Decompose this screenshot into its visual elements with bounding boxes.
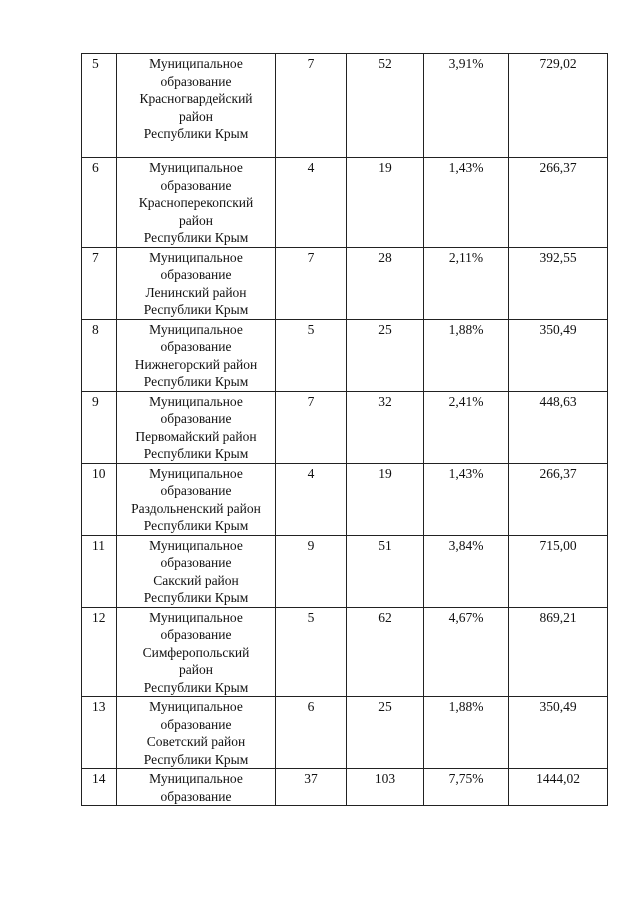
quantity-cell: 32 <box>347 391 424 463</box>
amount-cell: 392,55 <box>509 247 608 319</box>
quantity-cell: 103 <box>347 769 424 806</box>
allocation-table <box>81 53 608 806</box>
row-number-cell: 6 <box>82 158 117 248</box>
municipality-name-line: Ленинский район <box>145 284 247 300</box>
municipality-name-cell <box>117 697 276 769</box>
quantity-cell: 25 <box>347 697 424 769</box>
quantity-cell: 62 <box>347 607 424 697</box>
municipality-name-line: Советский район <box>146 734 246 749</box>
municipality-name-line: образование <box>160 627 232 642</box>
percent-cell: 1,88% <box>424 319 509 391</box>
count-cell: 7 <box>276 54 347 158</box>
table-row <box>82 319 608 391</box>
percent-cell: 7,75% <box>424 769 509 806</box>
row-number-cell: 12 <box>82 607 117 697</box>
row-number-cell: 9 <box>82 391 117 463</box>
municipality-name-line: образование <box>160 555 232 570</box>
municipality-name-cell <box>117 319 276 391</box>
row-number-cell: 7 <box>82 247 117 319</box>
municipality-name-line: Республики Крым <box>143 679 249 695</box>
municipality-name-cell <box>117 54 276 158</box>
table-row <box>82 158 608 248</box>
count-cell: 5 <box>276 319 347 391</box>
amount-cell: 350,49 <box>509 319 608 391</box>
percent-cell: 2,41% <box>424 391 509 463</box>
table-row <box>82 463 608 535</box>
table-row <box>82 54 608 158</box>
quantity-cell: 25 <box>347 319 424 391</box>
percent-cell: 1,88% <box>424 697 509 769</box>
amount-cell: 266,37 <box>509 463 608 535</box>
municipality-name-line: Муниципальное <box>149 771 243 786</box>
quantity-cell: 52 <box>347 54 424 158</box>
municipality-name-line: Красногвардейский <box>139 91 253 106</box>
municipality-name-line: Республики Крым <box>143 518 249 533</box>
municipality-name-line: Первомайский район <box>135 428 257 444</box>
municipality-name-cell <box>117 463 276 535</box>
quantity-cell: 19 <box>347 158 424 248</box>
municipality-name-line: Симферопольский <box>142 644 250 660</box>
table-body <box>82 54 608 806</box>
table-row <box>82 697 608 769</box>
amount-cell: 715,00 <box>509 535 608 607</box>
table-row <box>82 391 608 463</box>
municipality-name-line: Муниципальное <box>149 609 243 625</box>
amount-cell: 350,49 <box>509 697 608 769</box>
municipality-name-line: образование <box>160 177 232 193</box>
row-number-cell: 13 <box>82 697 117 769</box>
municipality-name-line: Нижнегорский район <box>134 356 258 372</box>
row-number-cell: 14 <box>82 769 117 806</box>
count-cell: 7 <box>276 247 347 319</box>
municipality-name-line: Муниципальное <box>149 537 243 553</box>
count-cell: 7 <box>276 391 347 463</box>
municipality-name-line: образование <box>160 73 232 89</box>
amount-cell: 729,02 <box>509 54 608 158</box>
percent-cell: 3,91% <box>424 54 509 158</box>
municipality-name-line: Республики Крым <box>143 126 249 141</box>
percent-cell: 2,11% <box>424 247 509 319</box>
amount-cell: 448,63 <box>509 391 608 463</box>
municipality-name-line: Республики Крым <box>143 446 249 461</box>
municipality-name-line: Республики Крым <box>143 751 249 767</box>
municipality-name-line: район <box>179 108 213 124</box>
municipality-name-line: Муниципальное <box>149 465 243 481</box>
municipality-name-cell <box>117 769 276 806</box>
municipality-name-line: Муниципальное <box>149 699 243 714</box>
municipality-name-line: Раздольненский район <box>131 500 261 516</box>
municipality-name-line: Республики Крым <box>143 590 249 605</box>
percent-cell: 1,43% <box>424 463 509 535</box>
quantity-cell: 51 <box>347 535 424 607</box>
municipality-name-line: Республики Крым <box>143 374 249 389</box>
table-row <box>82 535 608 607</box>
municipality-name-line: образование <box>160 788 232 804</box>
municipality-name-line: район <box>179 212 213 228</box>
row-number-cell: 10 <box>82 463 117 535</box>
municipality-name-line: образование <box>160 267 232 282</box>
municipality-name-line: Республики Крым <box>143 230 249 245</box>
municipality-name-line: образование <box>160 483 232 498</box>
percent-cell: 1,43% <box>424 158 509 248</box>
municipality-name-cell <box>117 158 276 248</box>
count-cell: 6 <box>276 697 347 769</box>
municipality-name-line: Красноперекопский <box>138 195 254 210</box>
amount-cell: 1444,02 <box>509 769 608 806</box>
municipality-name-cell <box>117 247 276 319</box>
municipality-name-line: Республики Крым <box>143 302 249 317</box>
municipality-name-line: Муниципальное <box>149 56 243 71</box>
count-cell: 9 <box>276 535 347 607</box>
quantity-cell: 28 <box>347 247 424 319</box>
row-number-cell: 5 <box>82 54 117 158</box>
count-cell: 5 <box>276 607 347 697</box>
table-row <box>82 607 608 697</box>
percent-cell: 3,84% <box>424 535 509 607</box>
amount-cell: 869,21 <box>509 607 608 697</box>
municipality-name-line: Сакский район <box>153 572 239 588</box>
table-row <box>82 247 608 319</box>
count-cell: 37 <box>276 769 347 806</box>
amount-cell: 266,37 <box>509 158 608 248</box>
municipality-name-line: Муниципальное <box>149 249 243 265</box>
municipality-name-line: Муниципальное <box>149 393 243 409</box>
municipality-name-cell <box>117 607 276 697</box>
municipality-name-line: Муниципальное <box>149 160 243 175</box>
municipality-name-line: район <box>179 662 213 677</box>
municipality-name-line: Муниципальное <box>149 321 243 337</box>
count-cell: 4 <box>276 463 347 535</box>
municipality-name-line: образование <box>160 339 232 354</box>
quantity-cell: 19 <box>347 463 424 535</box>
municipality-name-line: образование <box>160 716 232 732</box>
row-number-cell: 8 <box>82 319 117 391</box>
count-cell: 4 <box>276 158 347 248</box>
percent-cell: 4,67% <box>424 607 509 697</box>
row-number-cell: 11 <box>82 535 117 607</box>
table-row <box>82 769 608 806</box>
municipality-name-cell <box>117 391 276 463</box>
municipality-name-cell <box>117 535 276 607</box>
municipality-name-line: образование <box>160 411 232 426</box>
